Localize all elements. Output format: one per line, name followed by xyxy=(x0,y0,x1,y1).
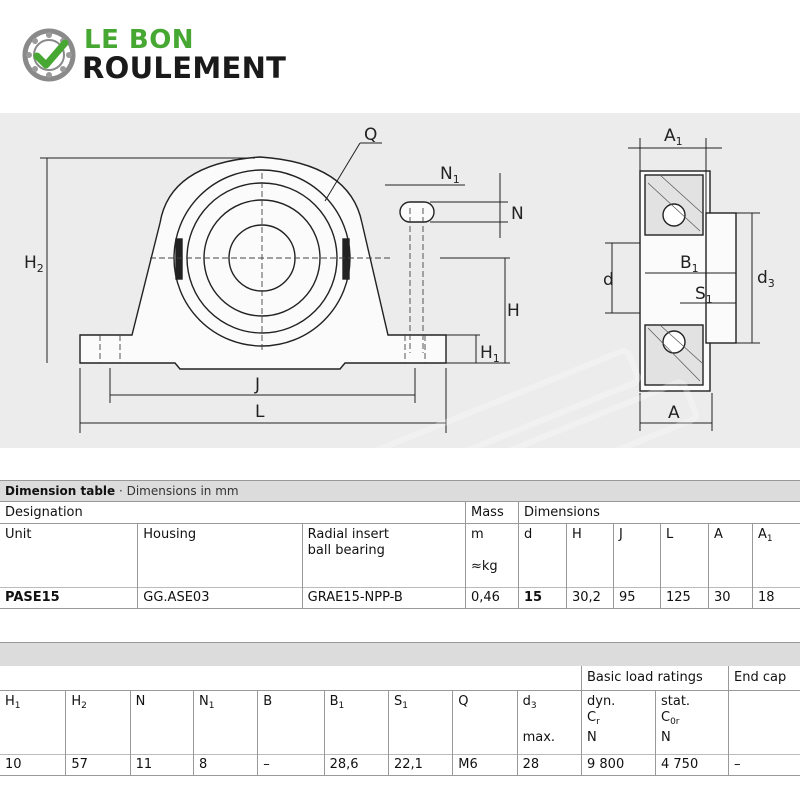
header-mass: Mass xyxy=(466,502,519,524)
cell-L: 125 xyxy=(661,588,709,609)
cell-H1: 10 xyxy=(0,755,66,776)
header-J: J xyxy=(614,524,661,588)
label-N1: $N_1$ xyxy=(440,164,460,186)
label-H: H xyxy=(507,301,520,321)
drawing-svg xyxy=(0,113,800,448)
header-B1: $B_1$ xyxy=(324,691,388,755)
table-row xyxy=(0,588,800,609)
header-N: N xyxy=(130,691,193,755)
label-S1: $S_1$ xyxy=(695,284,713,306)
cell-H2: 57 xyxy=(66,755,130,776)
cell-A1: 18 xyxy=(753,588,800,609)
cell-Q: M6 xyxy=(453,755,517,776)
bearing-check-icon xyxy=(22,28,76,82)
label-A1: $A_1$ xyxy=(664,126,683,148)
header-d: d xyxy=(519,524,567,588)
header-radial-bearing: Radial insert ball bearing xyxy=(302,524,465,588)
cell-C0r: 4 750 xyxy=(656,755,729,776)
cell-H: 30,2 xyxy=(567,588,614,609)
cell-d3: 28 xyxy=(517,755,581,776)
logo-text-line2: ROULEMENT xyxy=(82,51,287,85)
header-endcap-col xyxy=(729,691,800,755)
header-H2: $H_2$ xyxy=(66,691,130,755)
brand-logo xyxy=(22,26,302,86)
dimension-table xyxy=(0,480,800,609)
cell-Cr: 9 800 xyxy=(582,755,656,776)
header-m: m ≈kg xyxy=(466,524,519,588)
header-Cr: dyn. $C_r$ N xyxy=(582,691,656,755)
cell-A: 30 xyxy=(709,588,753,609)
header-S1: $S_1$ xyxy=(388,691,452,755)
label-N: N xyxy=(511,204,524,224)
header-H: H xyxy=(567,524,614,588)
header-Q: Q xyxy=(453,691,517,755)
cell-S1: 22,1 xyxy=(388,755,452,776)
cell-B: – xyxy=(258,755,324,776)
label-H2: $H_2$ xyxy=(24,253,44,275)
label-J: J xyxy=(255,375,261,395)
cell-endcap: – xyxy=(729,755,800,776)
label-d: d xyxy=(603,270,614,290)
header-endcap: End cap xyxy=(729,666,800,691)
table2-bar xyxy=(0,643,800,667)
cell-J: 95 xyxy=(614,588,661,609)
header-H1: $H_1$ xyxy=(5,694,21,711)
header-A: A xyxy=(709,524,753,588)
header-basic-load: Basic load ratings xyxy=(582,666,729,691)
cell-bearing: GRAE15-NPP-B xyxy=(302,588,465,609)
header-L: L xyxy=(661,524,709,588)
cell-mass: 0,46 xyxy=(466,588,519,609)
header-d3: $d_3$ max. xyxy=(517,691,581,755)
header-A1: $A_1$ xyxy=(753,524,800,588)
technical-drawing xyxy=(0,113,800,448)
label-L: L xyxy=(255,402,265,422)
cell-B1: 28,6 xyxy=(324,755,388,776)
dimension-table-continued xyxy=(0,642,800,776)
header-N1: $N_1$ xyxy=(193,691,257,755)
header-C0r: stat. $C_{0r}$ N xyxy=(656,691,729,755)
table-title: Dimension table · Dimensions in mm xyxy=(0,481,800,502)
table-row xyxy=(0,755,800,776)
label-d3: $d_3$ xyxy=(757,268,775,290)
header-designation: Designation xyxy=(0,502,466,524)
cell-housing: GG.ASE03 xyxy=(138,588,302,609)
label-B1: $B_1$ xyxy=(680,253,699,275)
header-dimensions: Dimensions xyxy=(519,502,800,524)
header-spacer xyxy=(0,666,582,691)
cell-unit: PASE15 xyxy=(0,588,138,609)
cell-N: 11 xyxy=(130,755,193,776)
header-unit: Unit xyxy=(5,527,32,542)
cell-N1: 8 xyxy=(193,755,257,776)
cell-d: 15 xyxy=(519,588,567,609)
label-Q: Q xyxy=(364,125,378,145)
header-B: B xyxy=(258,691,324,755)
label-A: A xyxy=(668,403,680,423)
header-housing: Housing xyxy=(138,524,302,588)
label-H1: $H_1$ xyxy=(480,343,500,365)
logo-text-line1: LE BON xyxy=(84,25,195,55)
